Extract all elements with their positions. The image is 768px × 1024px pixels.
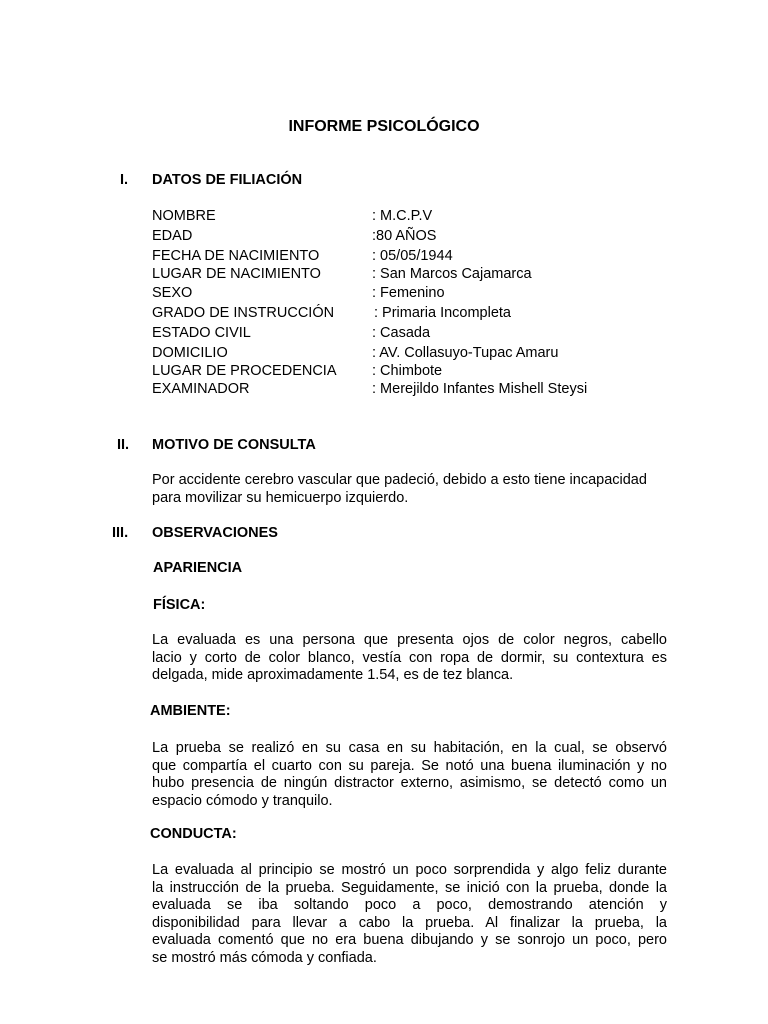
- field-value: : AV. Collasuyo-Tupac Amaru: [372, 345, 559, 361]
- field-label: NOMBRE: [152, 208, 216, 224]
- field-value: : Chimbote: [372, 363, 443, 379]
- section-3-heading: OBSERVACIONES: [152, 525, 278, 541]
- fisica-heading: FÍSICA:: [153, 597, 206, 613]
- paragraph-line: espacio cómodo y tranquilo.: [152, 792, 333, 809]
- section-3-number: III.: [112, 525, 129, 541]
- paragraph-line: hubo presencia de ningún distractor externo, asimismo, se detectó como un: [152, 775, 667, 792]
- paragraph-line: evaluada comentó que no era buena dibujando y se sonrojo un poco, pero: [152, 932, 667, 949]
- document-title: INFORME PSICOLÓGICO: [288, 118, 480, 135]
- paragraph-line: La evaluada al principio se mostró un poco sorprendida y algo feliz durante: [152, 862, 667, 878]
- field-value: : Merejildo Infantes Mishell Steysi: [372, 381, 588, 397]
- paragraph-line: disponibilidad para llevar a cabo la prueba. Al finalizar la prueba, la: [152, 914, 667, 931]
- field-label: LUGAR DE PROCEDENCIA: [152, 363, 337, 379]
- motivo-paragraph: [152, 472, 667, 507]
- field-value: : Casada: [372, 325, 431, 341]
- field-label: ESTADO CIVIL: [152, 325, 251, 341]
- paragraph-line: Por accidente cerebro vascular que padeció, debido a esto tiene incapacidad: [152, 472, 647, 488]
- field-label: GRADO DE INSTRUCCIÓN: [152, 305, 335, 321]
- apariencia-heading: APARIENCIA: [153, 560, 243, 576]
- field-value: : Femenino: [372, 285, 445, 301]
- paragraph-line: La prueba se realizó en su casa en su habitación, en la cual, se observó: [152, 740, 667, 756]
- conducta-paragraph: [152, 862, 667, 968]
- field-value: : San Marcos Cajamarca: [372, 266, 532, 282]
- paragraph-line: que compartía el cuarto con su pareja. Se notó una buena iluminación y no: [152, 757, 667, 774]
- field-value: : Primaria Incompleta: [374, 305, 511, 321]
- field-label: FECHA DE NACIMIENTO: [152, 248, 320, 264]
- section-2-heading: MOTIVO DE CONSULTA: [152, 437, 316, 453]
- paragraph-line: delgada, mide aproximadamente 1.54, es de tez blanca.: [152, 667, 514, 684]
- paragraph-line: La evaluada es una persona que presenta ojos de color negros, cabello: [152, 632, 667, 648]
- ambiente-heading: AMBIENTE:: [150, 703, 231, 719]
- field-label: LUGAR DE NACIMIENTO: [152, 266, 321, 282]
- conducta-heading: CONDUCTA:: [150, 826, 237, 842]
- field-label: EDAD: [152, 228, 193, 244]
- section-1-number: I.: [120, 172, 129, 188]
- paragraph-line: lacio y corto de color blanco, vestía con ropa de dormir, su contextura es: [152, 649, 667, 666]
- field-value: : M.C.P.V: [372, 208, 433, 224]
- field-label: EXAMINADOR: [152, 381, 250, 397]
- field-value: :80 AÑOS: [372, 228, 437, 244]
- field-value: : 05/05/1944: [372, 248, 453, 264]
- paragraph-line: para movilizar su hemicuerpo izquierdo.: [152, 489, 409, 506]
- paragraph-line: se mostró más cómoda y confiada.: [152, 949, 377, 966]
- field-label: SEXO: [152, 285, 193, 301]
- paragraph-line: la instrucción de la prueba. Seguidamente, se inició con la prueba, donde la: [152, 879, 667, 896]
- section-2-number: II.: [117, 437, 130, 453]
- field-label: DOMICILIO: [152, 345, 228, 361]
- ambiente-paragraph: [152, 740, 667, 810]
- fisica-paragraph: [152, 632, 667, 685]
- section-1-heading: DATOS DE FILIACIÓN: [152, 172, 303, 188]
- paragraph-line: evaluada se iba soltando poco a poco, demostrando atención y: [152, 897, 667, 914]
